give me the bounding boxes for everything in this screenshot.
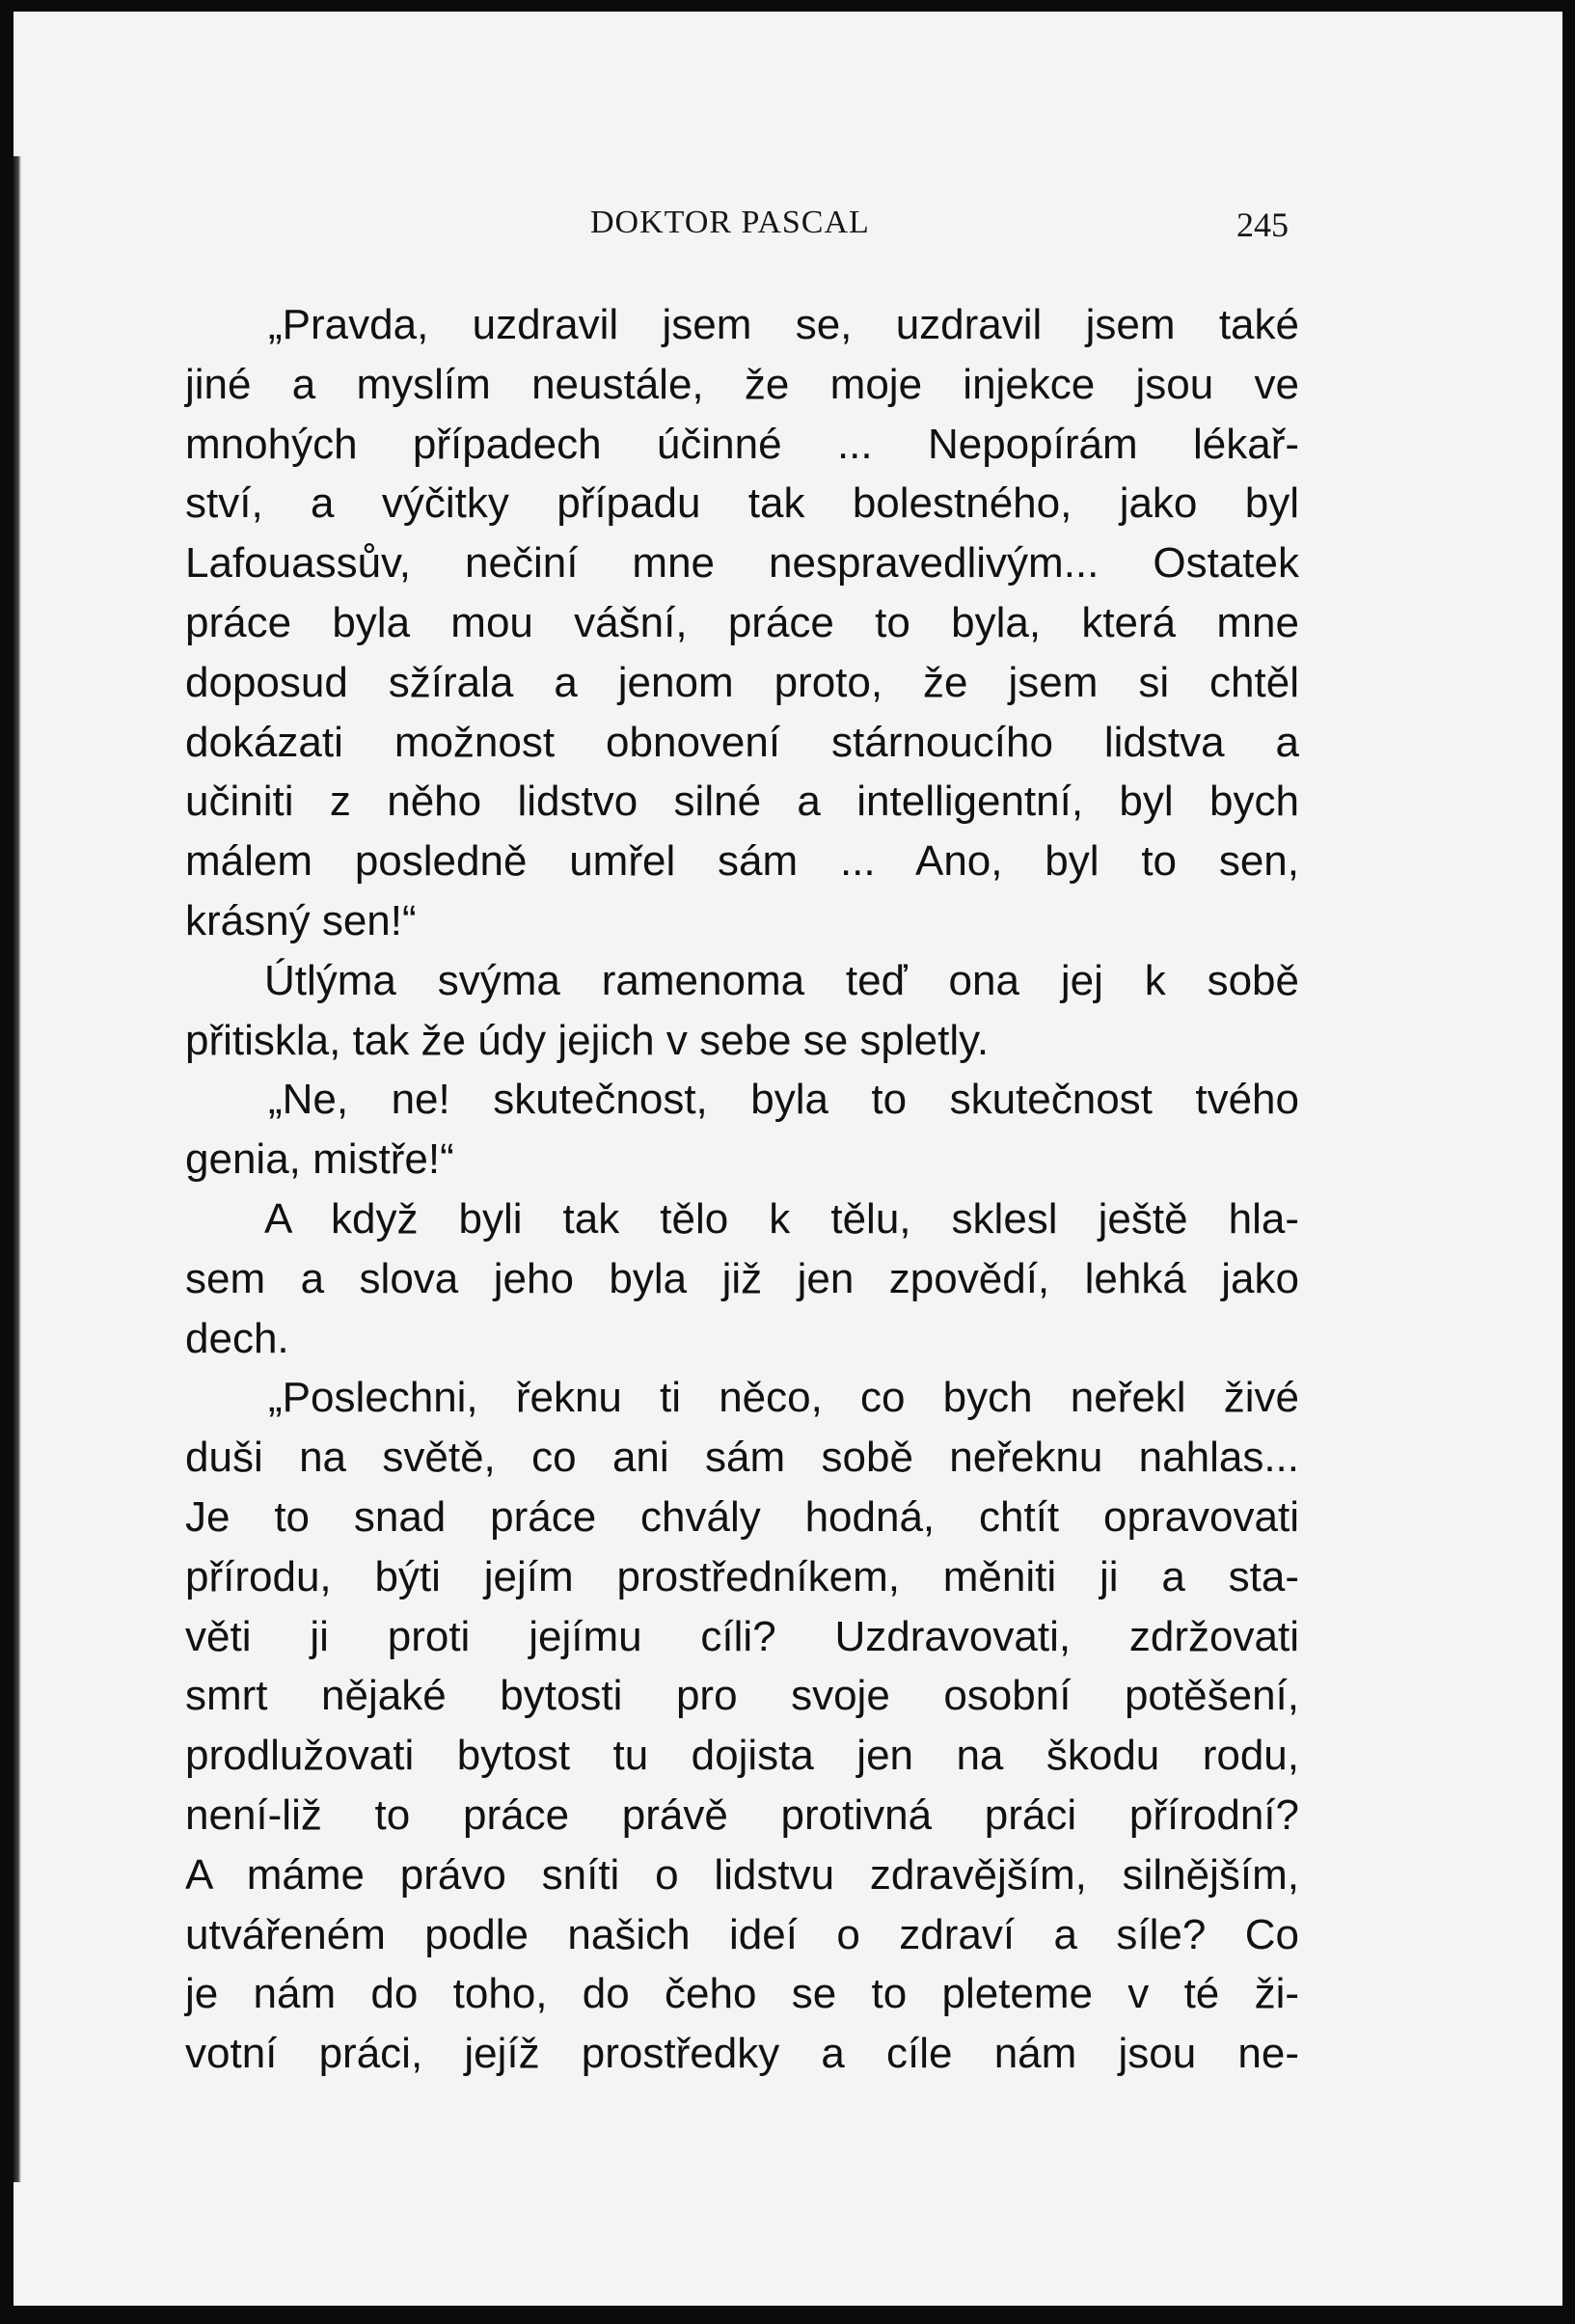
text-line: věti ji proti jejímu cíli? Uzdravovati, zdržovati (185, 1612, 1299, 1660)
text-line: votní práci, jejíž prostředky a cíle nám jsou ne- (185, 2030, 1299, 2078)
text-line: „Pravda, uzdravil jsem se, uzdravil jsem také (268, 301, 1299, 348)
text-line: genia, mistře!“ (185, 1135, 454, 1184)
text-line: jiné a myslím neustále, že moje injekce jsou ve (185, 360, 1299, 408)
text-line: málem posledně umřel sám ... Ano, byl to sen, (185, 837, 1299, 886)
book-page (14, 12, 1562, 2306)
text-line: je nám do toho, do čeho se to pleteme v té ži- (185, 1970, 1299, 2018)
text-line: doposud sžírala a jenom proto, že jsem si chtěl (185, 658, 1299, 706)
text-line: přírodu, býti jejím prostředníkem, měniti ji a sta- (185, 1552, 1299, 1600)
text-line: sem a slova jeho byla již jen zpovědí, lehká jako (185, 1254, 1299, 1302)
text-line: přitiskla, tak že údy jejich v sebe se spletly. (185, 1016, 990, 1064)
text-line: dech. (185, 1314, 289, 1362)
text-line: krásný sen!“ (185, 896, 417, 944)
page-number: 245 (1236, 205, 1289, 244)
text-line: prodlužovati bytost tu dojista jen na škodu rodu, (185, 1732, 1299, 1780)
text-line: učiniti z něho lidstvo silné a intelligentní, byl bych (185, 778, 1299, 826)
body-text (185, 295, 1299, 2084)
text-line: smrt nějaké bytosti pro svoje osobní potěšení, (185, 1672, 1299, 1720)
text-line: práce byla mou vášní, práce to byla, která mne (185, 598, 1299, 646)
text-line: mnohých případech účinné ... Nepopírám lékař- (185, 420, 1299, 468)
text-line: Je to snad práce chvály hodná, chtít opravovati (185, 1492, 1299, 1541)
running-title: DOKTOR PASCAL (590, 205, 870, 240)
running-head (14, 205, 1562, 251)
text-line: „Poslechni, řeknu ti něco, co bych neřekl živé (268, 1374, 1299, 1422)
text-line: Lafouassův, nečiní mne nespravedlivým... Ostatek (185, 539, 1299, 588)
text-line: A když byli tak tělo k tělu, sklesl ještě hla- (264, 1194, 1299, 1243)
text-line: není-liž to práce právě protivná práci přírodní? (185, 1791, 1299, 1839)
text-line: „Ne, ne! skutečnost, byla to skutečnost tvého (268, 1076, 1299, 1124)
text-line: ství, a výčitky případu tak bolestného, jako byl (185, 479, 1299, 528)
text-line: duši na světě, co ani sám sobě neřeknu nahlas... (185, 1434, 1299, 1482)
text-line: A máme právo sníti o lidstvu zdravějším, silnějším, (185, 1850, 1299, 1899)
text-line: utvářeném podle našich ideí o zdraví a síle? Co (185, 1910, 1299, 1958)
binding-edge (14, 156, 21, 2182)
text-line: Útlýma svýma ramenoma teď ona jej k sobě (264, 956, 1299, 1004)
text-line: dokázati možnost obnovení stárnoucího lidstva a (185, 718, 1299, 766)
